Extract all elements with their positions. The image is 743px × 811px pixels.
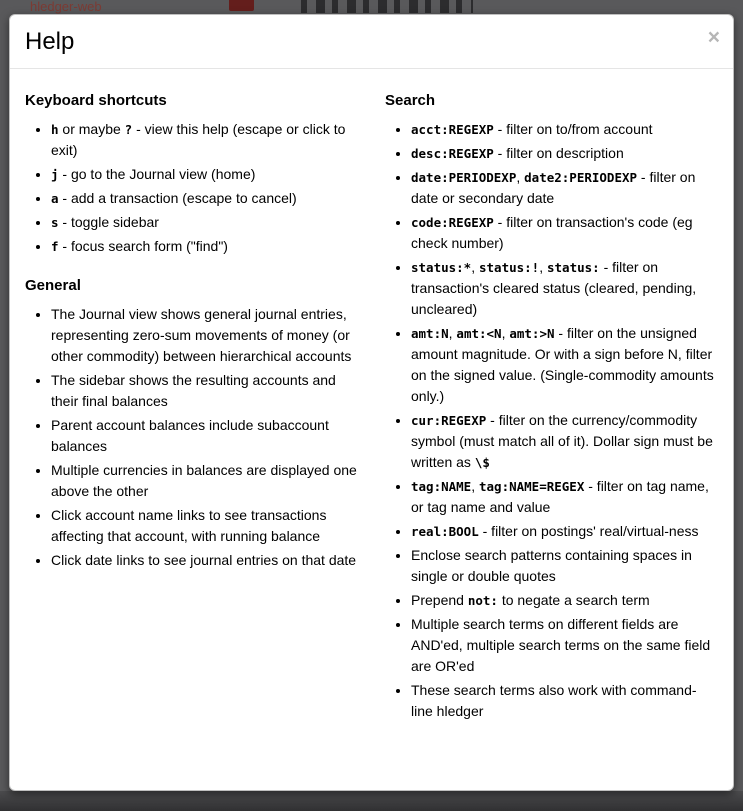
- page-backdrop: [0, 0, 743, 15]
- right-column: [373, 84, 718, 742]
- backdrop-artifact: [229, 0, 254, 11]
- code-term: j: [51, 167, 59, 182]
- close-icon: ×: [707, 26, 720, 49]
- code-term: acct:REGEXP: [411, 122, 494, 137]
- list-item: • Click account name links to see transactions affecting that account, with running balance: [51, 505, 359, 547]
- code-term: h: [51, 122, 59, 137]
- list-item: • h or maybe ? - view this help (escape or click to exit): [51, 119, 359, 161]
- list-item: • acct:REGEXP - filter on to/from account: [411, 119, 718, 140]
- list-item: • Multiple currencies in balances are displayed one above the other: [51, 460, 359, 502]
- list-item: • status:*, status:!, status: - filter on transaction's cleared status (cleared, pending, uncleared): [411, 257, 718, 320]
- list-item: • real:BOOL - filter on postings' real/virtual-ness: [411, 521, 718, 542]
- code-term: amt:N: [411, 326, 449, 341]
- backdrop-brand-text: hledger-web: [30, 0, 102, 14]
- code-term: not:: [467, 593, 498, 608]
- list-item: • f - focus search form ("find"): [51, 236, 359, 257]
- code-term: date2:PERIODEXP: [524, 170, 638, 185]
- bullet-list: [25, 304, 359, 571]
- code-term: date:PERIODEXP: [411, 170, 517, 185]
- code-term: amt:>N: [509, 326, 555, 341]
- section-heading: Search: [385, 92, 436, 109]
- code-term: status:*: [411, 260, 472, 275]
- list-item: • s - toggle sidebar: [51, 212, 359, 233]
- list-item: • Multiple search terms on different fields are AND'ed, multiple search terms on the same field are OR'ed: [411, 614, 718, 677]
- list-item: • a - add a transaction (escape to cancel): [51, 188, 359, 209]
- list-item: • amt:N, amt:<N, amt:>N - filter on the unsigned amount magnitude. Or with a sign before N, filter on the signed value. (Single-commodity amounts only.): [411, 323, 718, 407]
- code-term: code:REGEXP: [411, 215, 494, 230]
- list-item: • The Journal view shows general journal entries, representing zero-sum movements of money (or other commodity) between hierarchical accounts: [51, 304, 359, 367]
- code-term: desc:REGEXP: [411, 146, 494, 161]
- code-term: cur:REGEXP: [411, 413, 487, 428]
- modal-body: [10, 69, 733, 762]
- list-item: • tag:NAME, tag:NAME=REGEX - filter on tag name, or tag name and value: [411, 476, 718, 518]
- modal-close-button[interactable]: [708, 27, 720, 48]
- section-heading: General: [25, 277, 81, 294]
- list-item: • The sidebar shows the resulting accounts and their final balances: [51, 370, 359, 412]
- list-item: • code:REGEXP - filter on transaction's code (eg check number): [411, 212, 718, 254]
- bullet-list: [25, 119, 359, 257]
- left-column: [25, 84, 373, 742]
- list-item: • Click date links to see journal entries on that date: [51, 550, 359, 571]
- code-term: ?: [124, 122, 133, 137]
- list-item: • Prepend not: to negate a search term: [411, 590, 718, 611]
- list-item: • date:PERIODEXP, date2:PERIODEXP - filter on date or secondary date: [411, 167, 718, 209]
- list-item: • These search terms also work with command-line hledger: [411, 680, 718, 722]
- code-term: tag:NAME=REGEX: [479, 479, 585, 494]
- help-modal: [9, 14, 734, 791]
- list-item: • desc:REGEXP - filter on description: [411, 143, 718, 164]
- code-term: a: [51, 191, 59, 206]
- code-term: amt:<N: [456, 326, 502, 341]
- modal-header: [10, 15, 733, 69]
- code-term: s: [51, 215, 59, 230]
- code-term: real:BOOL: [411, 524, 479, 539]
- backdrop-bottom: [0, 791, 743, 811]
- bullet-list: [385, 119, 718, 722]
- code-term: status:: [547, 260, 600, 275]
- modal-title: Help: [25, 28, 75, 55]
- list-item: • cur:REGEXP - filter on the currency/commodity symbol (must match all of it). Dollar sign must be written as \$: [411, 410, 718, 473]
- code-term: f: [51, 239, 59, 254]
- backdrop-heading-fragment: [301, 0, 473, 13]
- list-item: • Parent account balances include subaccount balances: [51, 415, 359, 457]
- code-term: \$: [474, 455, 490, 470]
- list-item: • j - go to the Journal view (home): [51, 164, 359, 185]
- code-term: tag:NAME: [411, 479, 472, 494]
- section-heading: Keyboard shortcuts: [25, 92, 167, 109]
- code-term: status:!: [479, 260, 540, 275]
- list-item: • Enclose search patterns containing spaces in single or double quotes: [411, 545, 718, 587]
